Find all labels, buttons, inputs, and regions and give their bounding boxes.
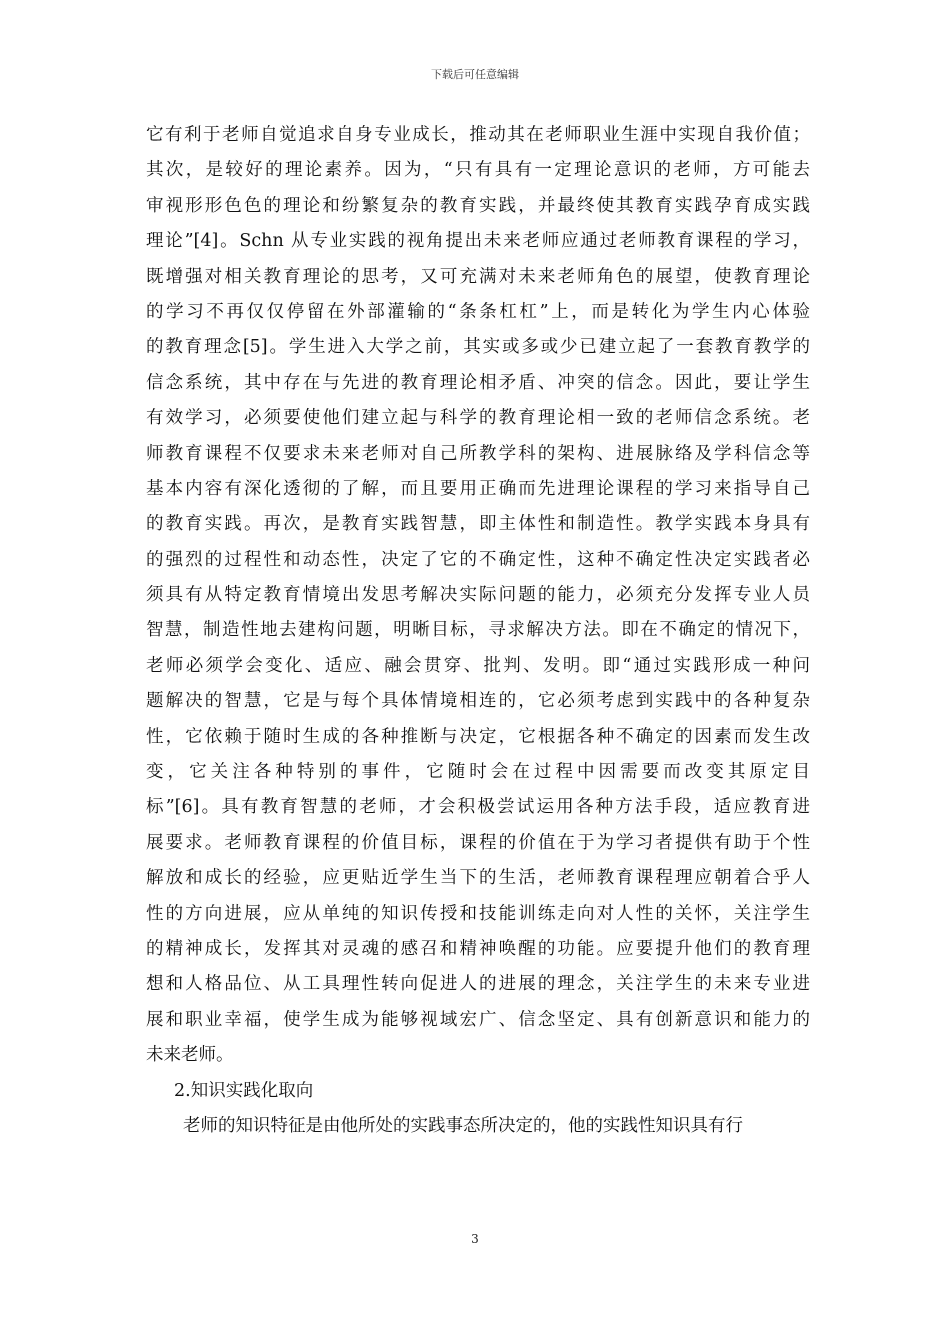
text-line: 师教育课程不仅要求未来老师对自己所教学科的架构、进展脉络及学科信念等 [146,443,810,464]
text-line: 既增强对相关教育理论的思考，又可充满对未来老师角色的展望，使教育理论 [146,266,810,287]
text-line: 的学习不再仅仅停留在外部灌输的“条条杠杠”上，而是转化为学生内心体验 [146,301,810,322]
text-line: 变，它关注各种特别的事件，它随时会在过程中因需要而改变其原定目 [146,762,810,783]
text-line: 有效学习，必须要使他们建立起与科学的教育理论相一致的老师信念系统。老 [146,408,810,429]
text-line: 审视形形色色的理论和纷繁复杂的教育实践，并最终使其教育实践孕育成实践 [146,195,810,216]
text-line: 老师的知识特征是由他所处的实践事态所决定的，他的实践性知识具有行 [183,1115,743,1136]
text-line: 展要求。老师教育课程的价值目标，课程的价值在于为学习者提供有助于个性 [146,832,810,853]
page-header: 下载后可任意编辑 [431,68,519,81]
text-line: 题解决的智慧，它是与每个具体情境相连的，它必须考虑到实践中的各种复杂 [146,691,810,712]
text-line: 的强烈的过程性和动态性，决定了它的不确定性，这种不确定性决定实践者必 [146,549,810,570]
body-text [146,118,810,1144]
text-line: 想和人格品位、从工具理性转向促进人的进展的理念，关注学生的未来专业进 [146,974,810,995]
text-line: 展和职业幸福，使学生成为能够视域宏广、信念坚定、具有创新意识和能力的 [146,1009,810,1030]
page-number: 3 [471,1232,479,1246]
text-line: 未来老师。 [146,1045,234,1066]
text-line: 须具有从特定教育情境出发思考解决实际问题的能力，必须充分发挥专业人员 [146,585,810,606]
text-line: 性，它依赖于随时生成的各种推断与决定，它根据各种不确定的因素而发生改 [146,726,810,747]
text-line: 的教育实践。再次，是教育实践智慧，即主体性和制造性。教学实践本身具有 [146,514,810,535]
text-line: 信念系统，其中存在与先进的教育理论相矛盾、冲突的信念。因此，要让学生 [146,372,810,393]
text-line: 解放和成长的经验，应更贴近学生当下的生活，老师教育课程理应朝着合乎人 [146,868,810,889]
text-line: 基本内容有深化透彻的了解，而且要用正确而先进理论课程的学习来指导自己 [146,478,810,499]
text-line: 的教育理念[5]。学生进入大学之前，其实或多或少已建立起了一套教育教学的 [146,337,810,358]
text-line: 标”[6]。具有教育智慧的老师，才会积极尝试运用各种方法手段，适应教育进 [146,797,810,818]
section-heading: 2.知识实践化取向 [174,1080,314,1101]
text-line: 它有利于老师自觉追求自身专业成长，推动其在老师职业生涯中实现自我价值； [146,125,810,145]
text-line: 的精神成长，发挥其对灵魂的感召和精神唤醒的功能。应要提升他们的教育理 [146,938,810,959]
text-line: 老师必须学会变化、适应、融会贯穿、批判、发明。即“通过实践形成一种问 [146,655,810,676]
text-line: 性的方向进展，应从单纯的知识传授和技能训练走向对人性的关怀，关注学生 [146,903,810,924]
text-line: 理论”[4]。Schn 从专业实践的视角提出未来老师应通过老师教育课程的学习， [146,231,810,252]
text-line: 智慧，制造性地去建构问题，明晰目标，寻求解决方法。即在不确定的情况下， [146,620,810,641]
text-line: 其次，是较好的理论素养。因为，“只有具有一定理论意识的老师，方可能去 [146,160,810,181]
